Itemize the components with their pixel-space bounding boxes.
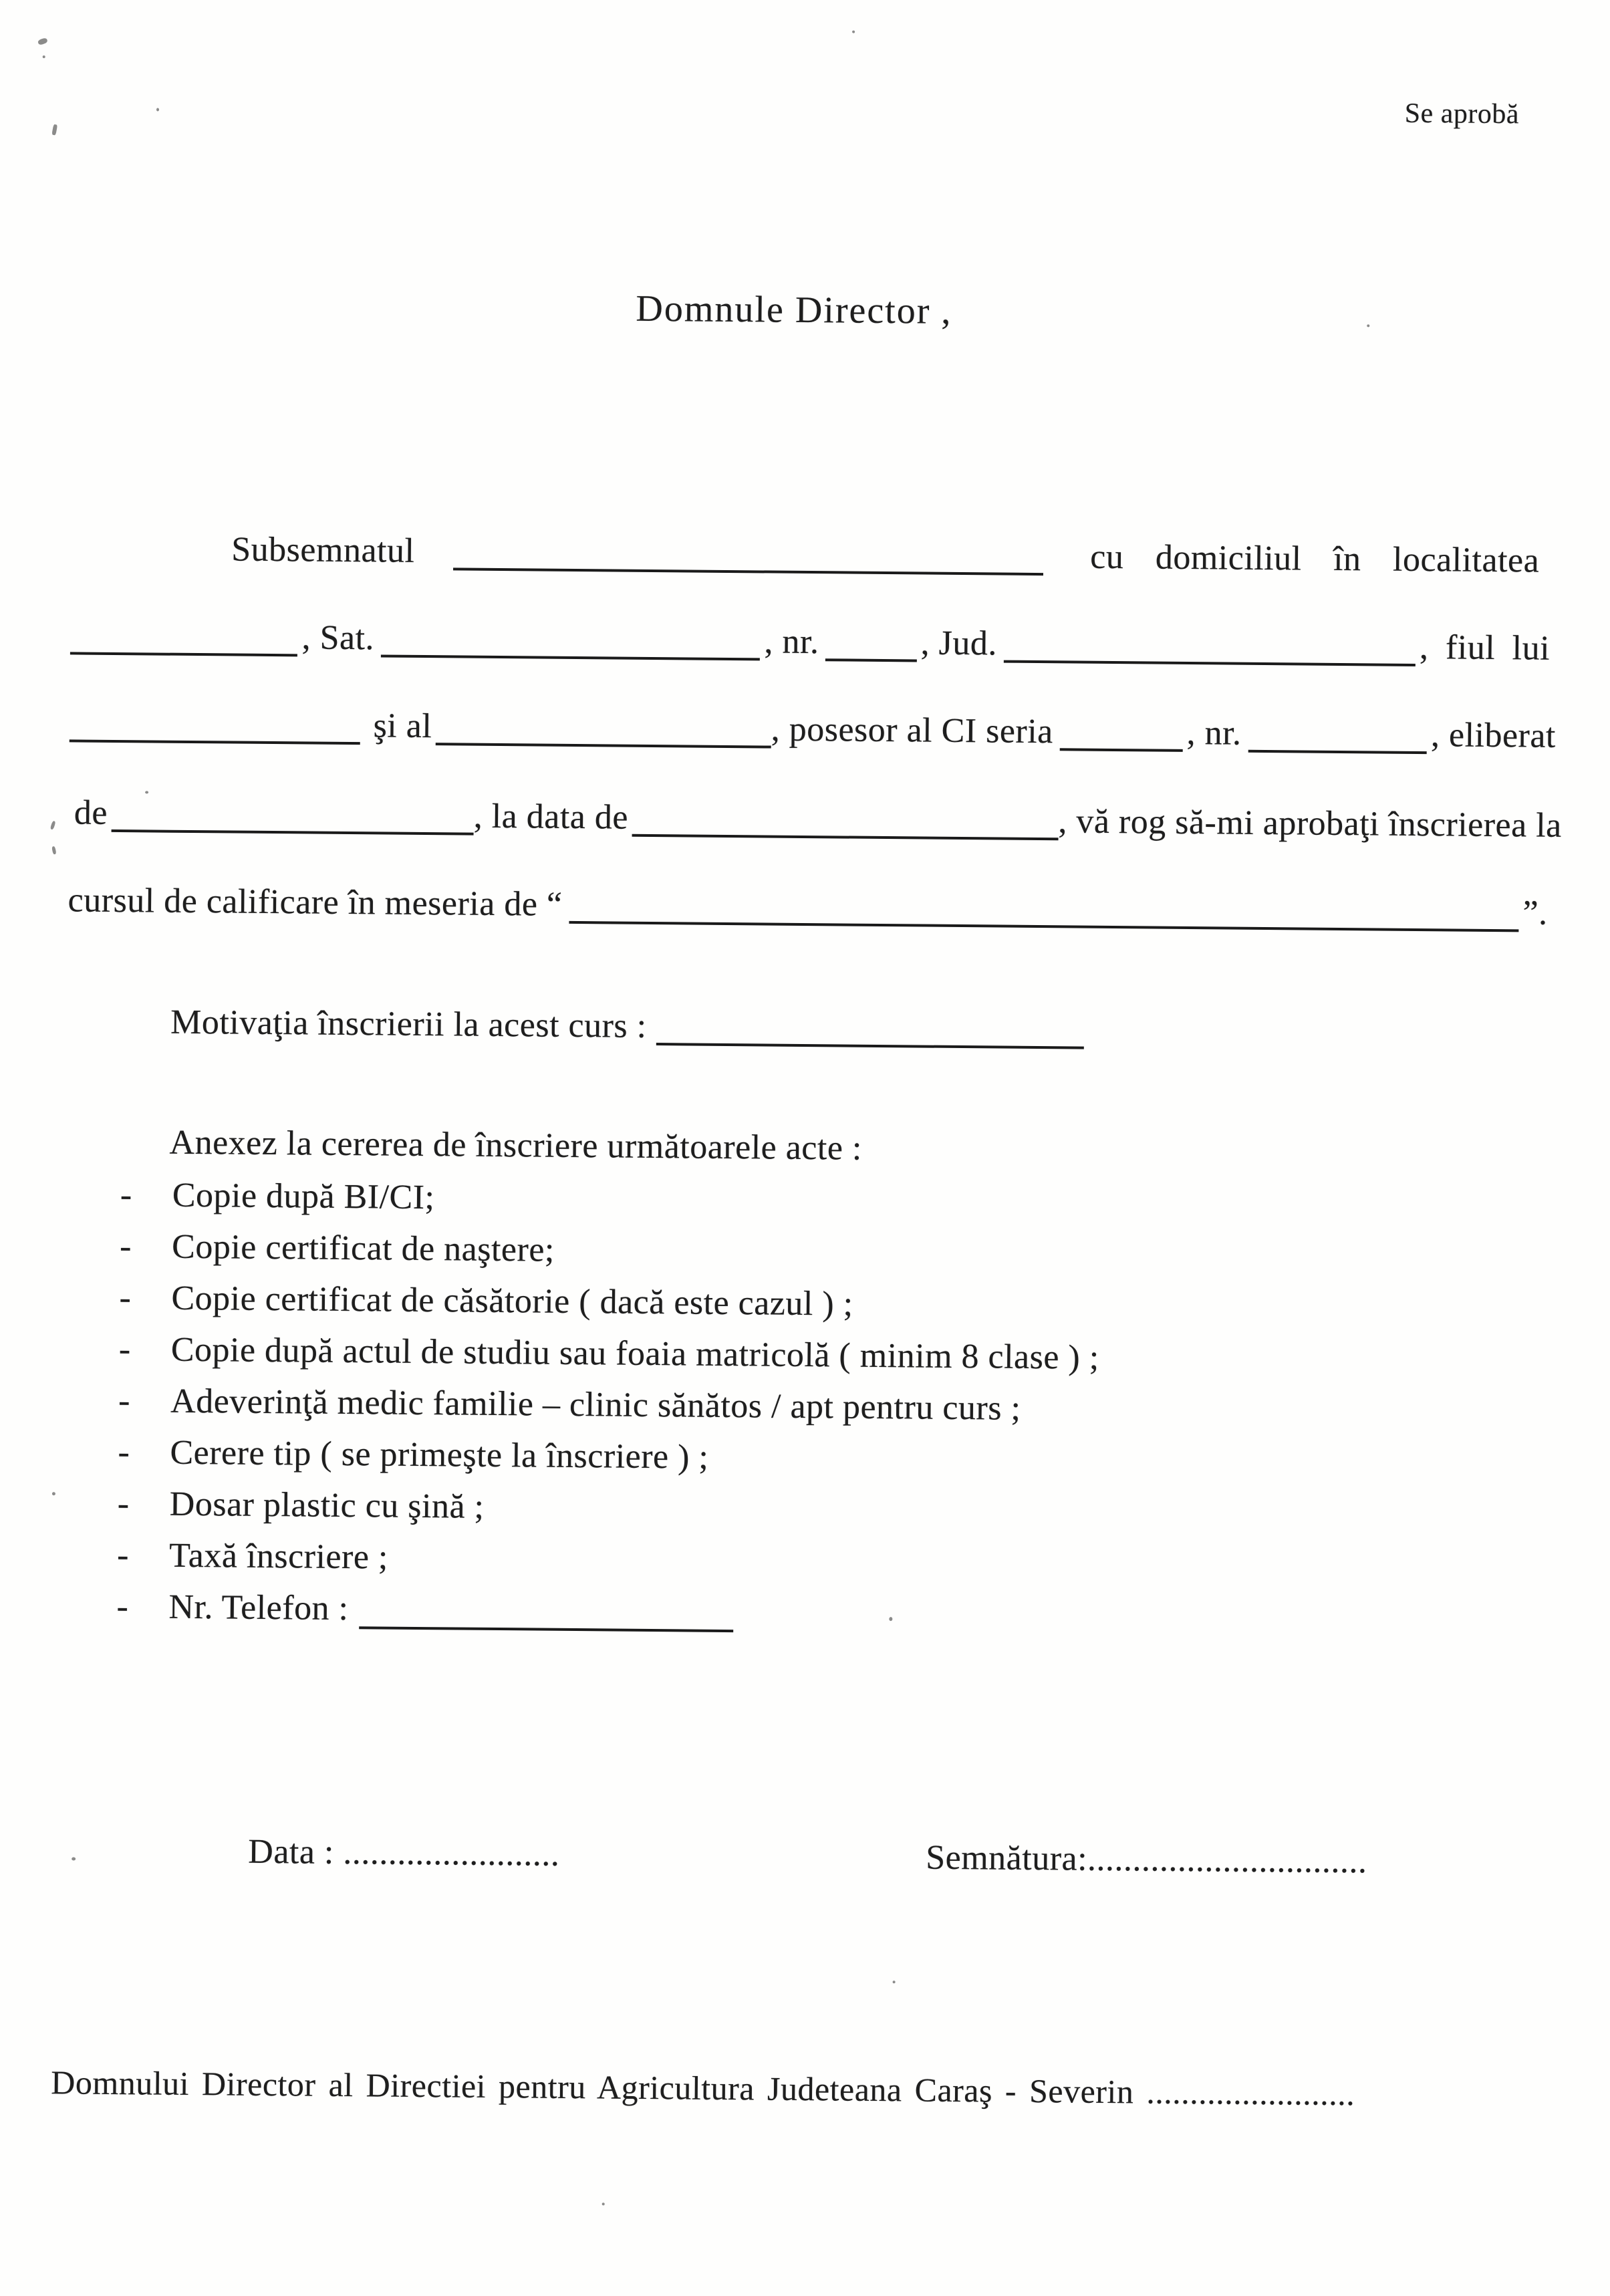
list-item-label: Copie după actul de studiu sau foaia matricolă ( minim 8 clase ) ;	[170, 1330, 1099, 1377]
dash-bullet: -	[116, 1587, 129, 1626]
scan-speck	[602, 2202, 605, 2205]
scan-speck	[852, 31, 855, 33]
blank-issue-date	[632, 834, 1058, 841]
scan-speck	[50, 821, 56, 830]
scan-speck	[43, 55, 45, 58]
blank-mother-name	[436, 742, 771, 748]
form-line-applicant	[231, 529, 1539, 580]
label-de: de	[74, 793, 108, 832]
dash-bullet: -	[120, 1176, 132, 1215]
label-nr: , nr.	[764, 622, 819, 662]
signature-label: Semnătura:...............................	[925, 1838, 1367, 1881]
blank-phone-number	[359, 1626, 733, 1632]
blank-locality	[70, 651, 298, 656]
label-subsemnatul: Subsemnatul	[231, 530, 415, 570]
label-motivation: Motivaţia înscrierii la acest curs :	[170, 1003, 647, 1045]
annex-list	[116, 1169, 1569, 1645]
label-fiul-lui: , fiul lui	[1419, 628, 1551, 668]
blank-applicant-name	[453, 567, 1043, 576]
label-nr-2: , nr.	[1186, 713, 1242, 753]
label-va-rog: , vă rog să-mi aprobaţi înscrierea la	[1058, 802, 1563, 845]
blank-trade-name	[569, 920, 1518, 932]
scan-speck	[145, 791, 148, 793]
blank-ci-series	[1060, 747, 1183, 752]
addressee-line: Domnului Director al Directiei pentru Agricultura Judeteana Caraş - Severin ........................	[51, 2063, 1355, 2113]
dash-bullet: -	[118, 1382, 131, 1420]
list-item-label: Copie certificat de naştere;	[171, 1227, 555, 1269]
blank-house-number	[825, 658, 916, 662]
blank-county	[1004, 660, 1416, 666]
label-sat: , Sat.	[301, 618, 375, 658]
label-cursul: cursul de calificare în meseria de “	[68, 881, 563, 924]
label-quote-end: ”.	[1522, 894, 1548, 932]
scan-speck	[889, 1617, 892, 1621]
date-label: Data : ........................	[248, 1832, 560, 1874]
blank-village	[381, 654, 760, 660]
scan-speck	[72, 1857, 76, 1860]
form-line-course	[68, 880, 1547, 932]
scan-speck	[37, 37, 48, 45]
list-item-label: Adeverinţă medic familie – clinic sănătos / apt pentru curs ;	[170, 1382, 1021, 1428]
list-item-label: Cerere tip ( se primeşte la înscriere ) ;	[170, 1433, 709, 1477]
list-item-label: Copie certificat de căsătorie ( dacă este cazul ) ;	[171, 1279, 853, 1323]
label-eliberat: , eliberat	[1430, 716, 1557, 755]
date-signature-row	[0, 1829, 1603, 1897]
list-item-label: Copie după BI/CI;	[172, 1176, 435, 1217]
scan-speck	[52, 1492, 55, 1495]
annex-heading: Anexez la cererea de înscriere următoarele acte :	[169, 1123, 863, 1168]
dash-bullet: -	[117, 1485, 130, 1523]
blank-father-name	[70, 739, 360, 745]
label-cu-domiciliul: cu domiciliul în localitatea	[1090, 537, 1540, 580]
dash-bullet: -	[119, 1227, 132, 1266]
scan-speck	[1367, 324, 1369, 327]
scan-speck	[51, 124, 57, 136]
form-line-address	[70, 616, 1550, 668]
scan-speck	[51, 846, 56, 855]
list-item-label: Taxă înscriere ;	[168, 1536, 389, 1577]
dash-bullet: -	[119, 1279, 132, 1317]
form-line-motivation	[170, 1003, 1084, 1050]
blank-ci-number	[1248, 749, 1426, 754]
form-line-parents-id	[70, 703, 1556, 755]
blank-motivation	[656, 1042, 1083, 1049]
approval-note: Se aprobă	[1404, 98, 1520, 130]
dash-bullet: -	[118, 1330, 131, 1369]
letter-salutation: Domnule Director ,	[636, 287, 952, 332]
dash-bullet: -	[116, 1536, 130, 1575]
label-jud: , Jud.	[920, 624, 998, 663]
label-la-data-de: , la data de	[473, 797, 629, 837]
label-si-al: şi al	[373, 707, 432, 746]
scan-speck	[893, 1981, 896, 1983]
form-line-issue-request	[74, 793, 1562, 845]
list-item-label: Nr. Telefon :	[168, 1587, 349, 1628]
blank-issued-by	[112, 829, 474, 836]
scan-speck	[156, 108, 159, 111]
list-item-label: Dosar plastic cu şină ;	[169, 1485, 485, 1526]
label-posesor-ci: , posesor al CI seria	[771, 710, 1054, 751]
dash-bullet: -	[118, 1433, 130, 1472]
